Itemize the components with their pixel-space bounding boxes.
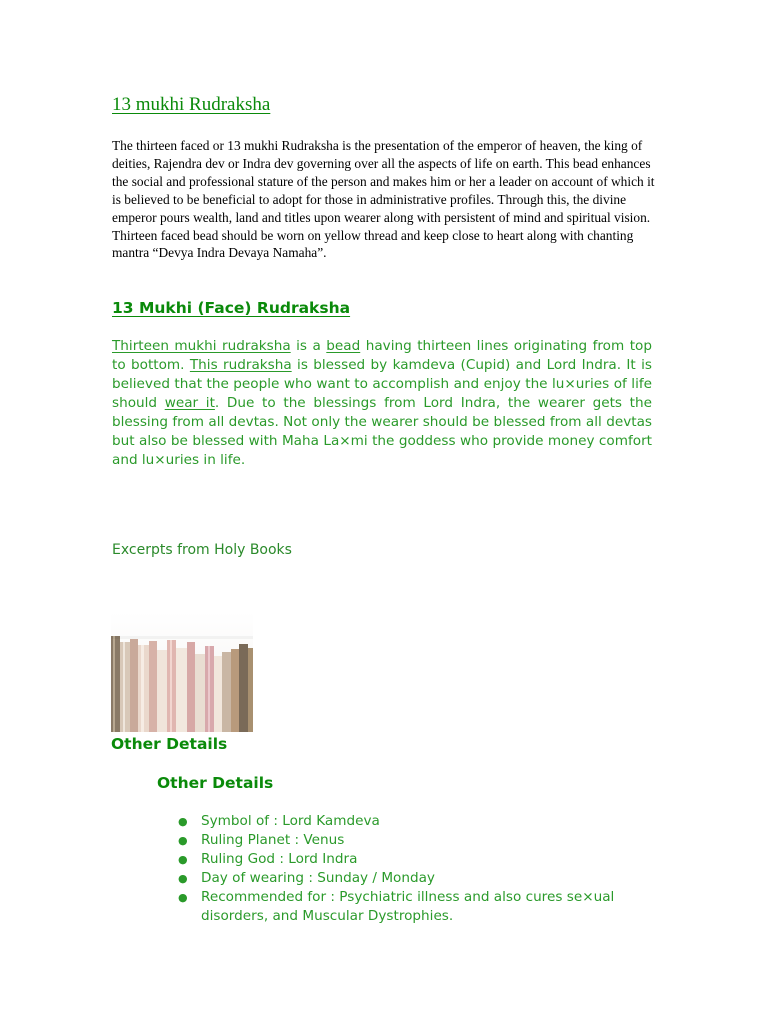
description-text-4: . Due to the blessings from Lord Indra, the wearer gets the blessing from all devtas. Not only the wearer should be blessed from all devtas but also be blessed with Maha La×mi the goddess who provide money comfort and lu×uries in life. [112, 395, 652, 468]
excerpts-heading: Excerpts from Holy Books [112, 542, 292, 558]
bullet-icon: ● [178, 834, 188, 847]
detail-recommended-for: Recommended for : Psychiatric illness and also cures se×ual disorders, and Muscular Dystrophies. [201, 889, 615, 924]
page-title: 13 mukhi Rudraksha [112, 94, 271, 115]
link-thirteen-mukhi-rudraksha[interactable]: Thirteen mukhi rudraksha [112, 338, 291, 354]
link-bead[interactable]: bead [326, 338, 361, 354]
detail-symbol: Symbol of : Lord Kamdeva [201, 813, 380, 829]
bullet-icon: ● [178, 891, 188, 904]
books-image [111, 612, 253, 732]
other-details-heading: Other Details [111, 735, 228, 753]
detail-day-of-wearing: Day of wearing : Sunday / Monday [201, 870, 435, 886]
bullet-icon: ● [178, 815, 188, 828]
link-wear-it[interactable]: wear it [164, 395, 215, 411]
details-list [178, 812, 621, 926]
description-text-3: is blessed by kamdeva (Cupid) and Lord Indra. It is believed that the people who want to accomplish and enjoy the lu×uries of life should [112, 357, 652, 411]
description-text-2: having thirteen lines originating from top to bottom. [112, 338, 652, 373]
link-this-rudraksha[interactable]: This rudraksha [189, 357, 292, 373]
bullet-icon: ● [178, 872, 188, 885]
detail-ruling-planet: Ruling Planet : Venus [201, 832, 345, 848]
other-details-subheading: Other Details [157, 774, 274, 792]
description-text-1: is a [290, 338, 327, 354]
detail-ruling-god: Ruling God : Lord Indra [201, 851, 358, 867]
list-item [178, 888, 621, 926]
list-item [178, 831, 621, 850]
list-item [178, 869, 621, 888]
bullet-icon: ● [178, 853, 188, 866]
description-paragraph [112, 337, 652, 470]
section-heading: 13 Mukhi (Face) Rudraksha [112, 299, 351, 317]
list-item [178, 812, 621, 831]
intro-paragraph: The thirteen faced or 13 mukhi Rudraksha is the presentation of the emperor of heaven, the king of deities, Rajendra dev or Indra dev governing over all the aspects of life on earth. This bead enhances the social and professional stature of the person and makes him or her a leader on account of which it is believed to be beneficial to adopt for those in administrative profiles. Through this, the divine emperor pours wealth, land and titles upon wearer along with persistent of mind and spiritual vision. Thirteen faced bead should be worn on yellow thread and keep close to heart along with chanting mantra “Devya Indra Devaya Namaha”. [112, 138, 655, 261]
list-item [178, 850, 621, 869]
